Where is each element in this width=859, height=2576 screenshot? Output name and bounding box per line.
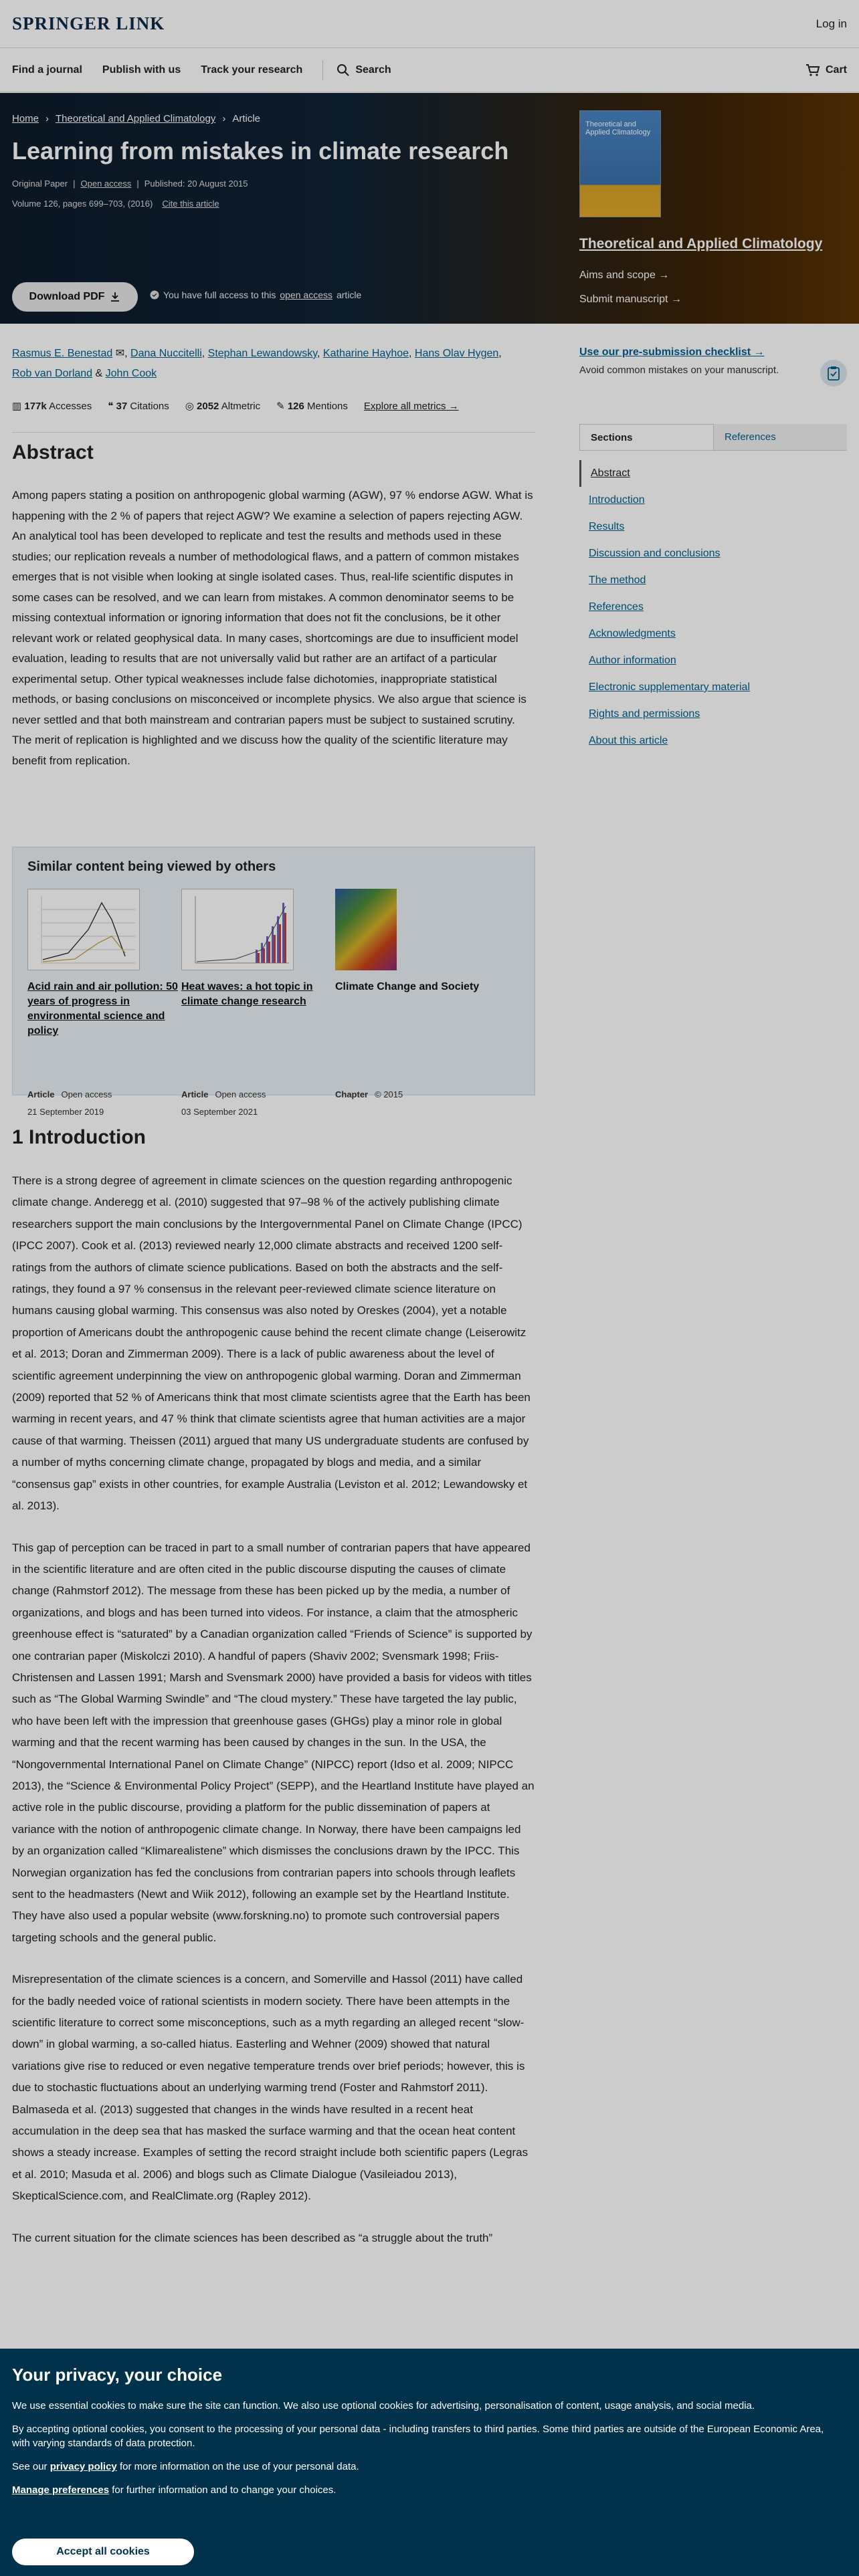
cookie-text-preferences: Manage preferences for further information and to change your choices. — [12, 2484, 337, 2496]
section-link-abstract[interactable]: Abstract — [579, 460, 847, 487]
section-divider — [12, 432, 535, 433]
metric-mentions: ✎ 126 Mentions — [276, 401, 348, 412]
checklist-cta — [579, 346, 847, 377]
nav-divider — [322, 60, 323, 80]
access-prefix: You have full access to this — [163, 290, 276, 300]
author-link[interactable]: Stephan Lewandowsky — [207, 348, 318, 359]
download-pdf-label: Download PDF — [29, 291, 105, 302]
introduction-body — [12, 1170, 535, 2269]
nav-search-button[interactable] — [337, 64, 391, 77]
arrow-right-icon: → — [658, 270, 670, 281]
access-open-access-link[interactable]: open access — [280, 290, 332, 300]
open-access-link[interactable]: Open access — [80, 179, 132, 189]
abstract-text: Among papers stating a position on anthropogenic global warming (AGW), 97 % endorse AGW. What is happening with the 2 % of papers that reject AGW? We examine a selection of papers rejecting AGW. An analytical tool has been developed to replicate and test the results and methods used in these studies; our replication reveals a number of methodological flaws, and a pattern of common mistakes emerges that is not visible when looking at single isolated cases. Thus, real-life scientific disputes in some cases can be resolved, and we can learn from mistakes. A common denominator seems to be missing contextual information or ignoring information that does not fit the conclusions, be it other relevant work or related geophysical data. In many cases, shortcomings are due to insufficient model evaluation, leading to results that are not universally valid but rather are an artifact of a particular experimental setup. Other typical weaknesses include false dichotomies, inappropriate statistical methods, or basing conclusions on misconceived or incomplete physics. We also argue that science is never settled and that both mainstream and contrarian papers must be subject to sustained scrutiny. The merit of replication is highlighted and we discuss how the quality of the scientific literature may benefit from replication. — [12, 489, 533, 767]
article-metrics — [12, 400, 459, 412]
paragraph: Misrepresentation of the climate sciences is a concern, and Somerville and Hassol (2011) have called for the badly needed voice of rational scientists in modern society. There have been attempts in the scientific literature to correct some misconceptions, such as a myth regarding an alleged recent “slow-down” in global warming, a so-called hiatus. Easterling and Wehner (2009) showed that natural variations give rise to reduced or even negative temperature trends over brief periods; however, this is due to stochastic fluctuations about an underlying warming trend (Foster and Rahmstorf 2011). Balmaseda et al. (2013) suggested that changes in the winds have resulted in a recent heat accumulation in the deep sea that has masked the surface warming and that the ocean heat content shows a steady increase. Examples of setting the record straight include both scientific papers (Legras et al. 2010; Masuda et al. 2006) and blogs such as Climate Dialogue (Vasileiadou 2013), SkepticalScience.com, and RealClimate.org (Rapley 2012). — [12, 1973, 529, 2203]
author-link[interactable]: Hans Olav Hygen — [414, 348, 499, 359]
section-link-introduction[interactable]: Introduction — [589, 494, 645, 506]
article-type: Original Paper — [12, 179, 68, 189]
envelope-icon: ✉ — [115, 348, 125, 359]
chevron-right-icon: › — [222, 113, 226, 124]
login-link[interactable]: Log in — [816, 17, 847, 30]
author-list: Rasmus E. Benestad ✉, Dana Nuccitelli, Stephan Lewandowsky, Katharine Hayhoe, Hans Olav Hygen, Rob van Dorland & John Cook — [12, 348, 502, 379]
author-link[interactable]: Rasmus E. Benestad — [12, 348, 113, 359]
cart-icon — [805, 64, 820, 77]
similar-card[interactable] — [27, 889, 181, 1117]
arrow-right-icon: → — [670, 294, 682, 305]
breadcrumb — [12, 113, 260, 124]
breadcrumb-article: Article — [232, 113, 261, 124]
quote-icon: ❝ — [108, 401, 114, 412]
breadcrumb-journal[interactable]: Theoretical and Applied Climatology — [56, 113, 216, 124]
published-date: Published: 20 August 2015 — [144, 179, 248, 189]
bar-chart-icon: ▥ — [12, 401, 22, 412]
section-link-rights[interactable]: Rights and permissions — [589, 708, 700, 720]
similar-content-panel — [12, 847, 535, 1117]
check-circle-icon — [150, 290, 159, 300]
section-link-results[interactable]: Results — [589, 521, 625, 532]
explore-metrics-link[interactable]: Explore all metrics → — [363, 400, 459, 412]
section-link-method[interactable]: The method — [589, 574, 646, 586]
manage-preferences-link[interactable]: Manage preferences — [12, 2484, 110, 2496]
article-volume: Volume 126, pages 699–703, (2016) — [12, 199, 153, 209]
nav-publish[interactable]: Publish with us — [102, 64, 181, 76]
book-cover-image — [335, 889, 397, 970]
aims-and-scope-link[interactable]: Aims and scope → — [579, 270, 670, 281]
cookie-text-consent: By accepting optional cookies, you consent to the processing of your personal data - including transfers to third parties. Some third parties are outside of the European Economic Area, with varying standards of data protection. — [12, 2424, 824, 2449]
access-suffix: article — [336, 290, 362, 300]
article-title: Learning from mistakes in climate research — [12, 137, 509, 165]
tab-sections[interactable]: Sections — [579, 424, 714, 450]
article-hero — [0, 93, 859, 324]
similar-card-type: Chapter © 2015 — [335, 1089, 403, 1099]
accept-all-cookies-button[interactable]: Accept all cookies — [12, 2539, 194, 2565]
cookie-text-essential: We use essential cookies to make sure the site can function. We also use optional cookies for advertising, personalisation of content, usage analysis, and social media. — [12, 2400, 755, 2411]
cart-label: Cart — [825, 64, 847, 76]
section-link-author-information[interactable]: Author information — [589, 655, 676, 666]
chevron-right-icon: › — [45, 113, 50, 124]
cookie-heading: Your privacy, your choice — [12, 2365, 223, 2385]
similar-card-date: 03 September 2021 — [181, 1107, 258, 1117]
metric-altmetric: ◎ 2052 Altmetric — [185, 401, 261, 412]
similar-card-type: Article Open access — [27, 1089, 112, 1099]
section-link-discussion[interactable]: Discussion and conclusions — [589, 548, 721, 559]
article-meta: Original Paper | Open access | Published: 20 August 2015 — [12, 179, 248, 189]
submit-manuscript-link[interactable]: Submit manuscript → — [579, 294, 682, 305]
checklist-link[interactable]: Use our pre-submission checklist → — [579, 346, 765, 358]
section-link-acknowledgments[interactable]: Acknowledgments — [589, 628, 676, 639]
author-link[interactable]: Katharine Hayhoe — [322, 348, 409, 359]
section-link-about[interactable]: About this article — [589, 735, 668, 746]
springer-link-logo[interactable]: SPRINGER LINK — [12, 13, 165, 33]
main-nav — [0, 48, 859, 92]
download-icon — [110, 292, 120, 302]
introduction-heading: 1 Introduction — [12, 1126, 146, 1148]
chart-thumbnail-image — [27, 889, 140, 970]
nav-find-journal[interactable]: Find a journal — [12, 64, 82, 76]
tab-references[interactable]: References — [714, 424, 847, 450]
search-label: Search — [355, 64, 391, 76]
access-notice — [150, 290, 361, 300]
metric-accesses: ▥ 177k Accesses — [12, 401, 92, 412]
sidebar-tabs — [579, 424, 847, 451]
similar-content-heading: Similar content being viewed by others — [27, 859, 276, 874]
similar-card[interactable] — [335, 889, 489, 1099]
top-bar — [0, 0, 859, 48]
similar-card-title[interactable]: Acid rain and air pollution: 50 years of progress in environmental science and policy — [27, 981, 178, 1037]
author-link[interactable]: Dana Nuccitelli — [130, 348, 202, 359]
nav-cart-button[interactable] — [805, 64, 847, 77]
similar-card-title[interactable]: Climate Change and Society — [335, 981, 480, 992]
journal-cover-text: Theoretical and Applied Climatology — [585, 120, 651, 136]
checklist-description: Avoid common mistakes on your manuscript. — [579, 364, 779, 376]
megaphone-icon: ✎ — [276, 401, 285, 412]
section-link-supplementary[interactable]: Electronic supplementary material — [589, 681, 750, 693]
download-pdf-button[interactable] — [12, 282, 138, 312]
author-link[interactable]: Rob van Dorland — [12, 368, 93, 379]
sections-list — [579, 451, 847, 754]
breadcrumb-home[interactable]: Home — [12, 113, 39, 124]
abstract-heading: Abstract — [12, 441, 94, 463]
similar-card[interactable] — [181, 889, 335, 1117]
cookie-consent-banner — [0, 2349, 859, 2576]
similar-card-date: 21 September 2019 — [27, 1107, 104, 1117]
cite-article-link[interactable]: Cite this article — [162, 199, 219, 209]
metric-citations: ❝ 37 Citations — [108, 401, 169, 412]
paragraph: There is a strong degree of agreement in climate sciences on the question regarding anthropogenic climate change. Anderegg et al. (2010) suggested that 97–98 % of the actively publishing climate researchers support the main conclusions by the Intergovernmental Panel on Climate Change (IPCC) (IPCC 2007). Cook et al. (2013) reviewed nearly 12,000 climate abstracts and received 1200 self-ratings from the authors of climate science publications. Based on both the abstracts and the self-ratings, they found a 97 % consensus in the relevant peer-reviewed climate science literature on humans causing global warming. This consensus was also noted by Oreskes (2004), yet a notable proportion of Americans doubt the anthropogenic cause behind the recent climate change (Leiserowitz et al. 2013; Doran and Zimmerman 2009). There is a lack of public awareness about the level of scientific agreement underpinning the view on anthropogenic global warming. Doran and Zimmerman (2009) reported that 52 % of Americans think that most climate scientists agree that the Earth has been warming in recent years, and 47 % think that climate scientists agree that human activities are a major cause of that warming. Theissen (2011) argued that many US undergraduate students are confused by a number of myths concerning climate change, propagated by blogs and media, and a similar “consensus gap” exists in other countries, for example Australia (Leviston et al. 2012; Lewandowsky et al. 2013). — [12, 1174, 531, 1513]
search-icon — [337, 64, 350, 77]
altmetric-icon: ◎ — [185, 401, 194, 412]
author-link[interactable]: John Cook — [105, 368, 157, 379]
section-link-references[interactable]: References — [589, 601, 644, 613]
clipboard-icon — [820, 360, 847, 387]
chart-thumbnail-image — [181, 889, 294, 970]
journal-title-link[interactable]: Theoretical and Applied Climatology — [579, 236, 823, 251]
similar-card-title[interactable]: Heat waves: a hot topic in climate change research — [181, 981, 313, 1007]
paragraph: The current situation for the climate sciences has been described as “a struggle about the truth” — [12, 2231, 493, 2244]
journal-cover-image[interactable] — [579, 110, 661, 217]
similar-card-type: Article Open access — [181, 1089, 266, 1099]
nav-track-research[interactable]: Track your research — [201, 64, 303, 76]
privacy-policy-link[interactable]: privacy policy — [50, 2461, 117, 2472]
cookie-text-privacy: See our privacy policy for more information on the use of your personal data. — [12, 2461, 359, 2472]
paragraph: This gap of perception can be traced in part to a small number of contrarian papers that have appeared in the scientific literature and are often cited in the public discourse disputing the causes of climate change (Rahmstorf 2012). The message from these has been picked up by the media, a number of organizations, and blogs and has been turned into videos. For instance, a claim that the atmospheric greenhouse effect is “saturated” by a Canadian organization called “Friends of Science” is supported by one contrarian paper (Miskolczi 2010). A handful of papers (Shaviv 2002; Svensmark 1998; Friis-Christensen and Lassen 1991; Marsh and Svensmark 2000) have provided a basis for videos with titles such as “The Global Warming Swindle” and “The cloud mystery.” These have targeted the lay public, who have been left with the impression that greenhouse gases (GHGs) play a minor role in global warming and that the recent warming has been caused by changes in the sun. In the USA, the “Nongovernmental International Panel on Climate Change” (NIPCC) report (Idso et al. 2009; NIPCC 2013), the “Science & Environmental Policy Project” (SEPP), and the Heartland Institute have played an active role in the public discourse, providing a platform for the public dissemination of papers at variance with the notion of anthropogenic climate change. In Norway, there have been campaigns led by an organization called “Klimarealistene” which dismisses the conclusions drawn by the IPCC. This Norwegian organization has fed the conclusions from contrarian papers into schools through leaflets sent to the headmasters (Newt and Wiik 2012), following an example set by the Heartland Institute. They have also used a popular website (www.forskning.no) to promote such controversial papers targeting schools and the general public. — [12, 1541, 535, 1944]
article-volume-row — [12, 199, 219, 209]
